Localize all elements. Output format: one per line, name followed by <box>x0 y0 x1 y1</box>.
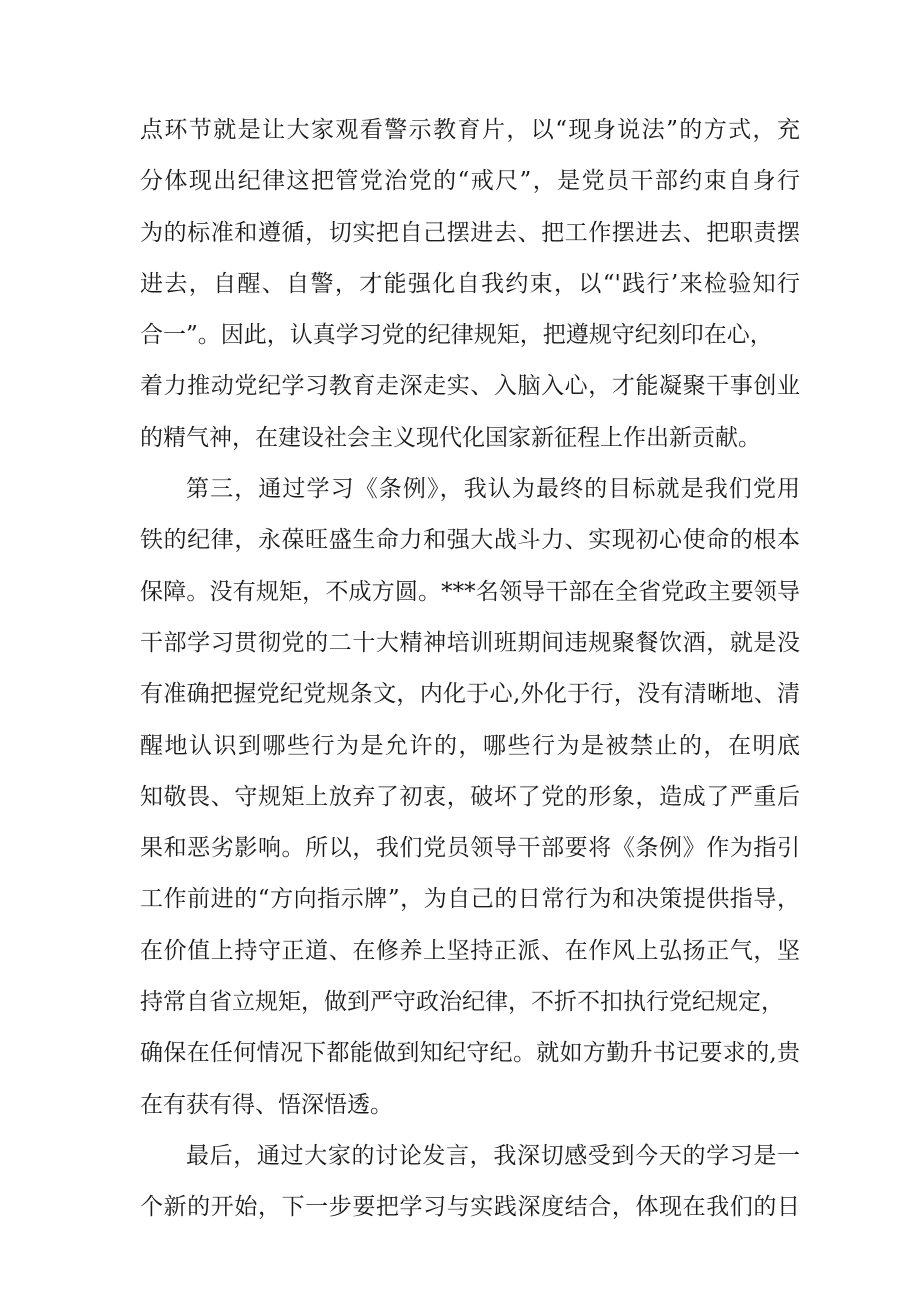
document-body <box>140 105 800 1234</box>
text-line: 第三，通过学习《条例》，我认为最终的目标就是我们党用 <box>186 476 800 503</box>
text-line: 确保在任何情况下都能做到知纪守纪。就如方勤升书记要求的,贵 <box>140 1040 800 1067</box>
text-line: 最后，通过大家的讨论发言，我深切感受到今天的学习是一 <box>186 1142 800 1169</box>
text-line: 醒地认识到哪些行为是允许的，哪些行为是被禁止的，在明底 <box>140 732 800 759</box>
text-line: 工作前进的“方向指示牌”，为自己的日常行为和决策提供指导， <box>140 886 800 913</box>
text-line: 个新的开始，下一步要把学习与实践深度结合，体现在我们的日 <box>140 1194 800 1221</box>
text-line: 持常自省立规矩，做到严守政治纪律，不折不扣执行党纪规定， <box>140 989 784 1016</box>
text-line: 铁的纪律，永葆旺盛生命力和强大战斗力、实现初心使命的根本 <box>140 527 800 554</box>
text-line: 果和恶劣影响。所以，我们党员领导干部要将《条例》作为指引 <box>140 835 800 862</box>
text-line: 分体现出纪律这把管党治党的“戒尺”，是党员干部约束自身行 <box>140 168 800 195</box>
text-line: 有准确把握党纪党规条文，内化于心,外化于行，没有清晰地、清 <box>140 681 800 708</box>
text-line: 合一”。因此，认真学习党的纪律规矩，把遵规守纪刻印在心， <box>140 322 773 349</box>
text-line: 的精气神，在建设社会主义现代化国家新征程上作出新贡献。 <box>140 424 761 451</box>
text-line: 知敬畏、守规矩上放弃了初衷，破坏了党的形象，造成了严重后 <box>140 783 800 810</box>
text-line: 保障。没有规矩，不成方圆。***名领导干部在全省党政主要领导 <box>140 578 800 605</box>
text-line: 点环节就是让大家观看警示教育片，以“现身说法”的方式，充 <box>140 117 800 143</box>
text-line: 为的标准和遵循，切实把自己摆进去、把工作摆进去、把职责摆 <box>140 219 800 246</box>
text-line: 进去，自醒、自警，才能强化自我约束，以“'践行’来检验知行 <box>140 270 800 297</box>
text-line: 在有获有得、悟深悟透。 <box>140 1091 393 1118</box>
text-line: 着力推动党纪学习教育走深走实、入脑入心，才能凝聚干事创业 <box>140 373 800 400</box>
text-line: 干部学习贯彻党的二十大精神培训班期间违规聚餐饮酒，就是没 <box>140 629 800 656</box>
text-line: 在价值上持守正道、在修养上坚持正派、在作风上弘扬正气，坚 <box>140 937 800 964</box>
